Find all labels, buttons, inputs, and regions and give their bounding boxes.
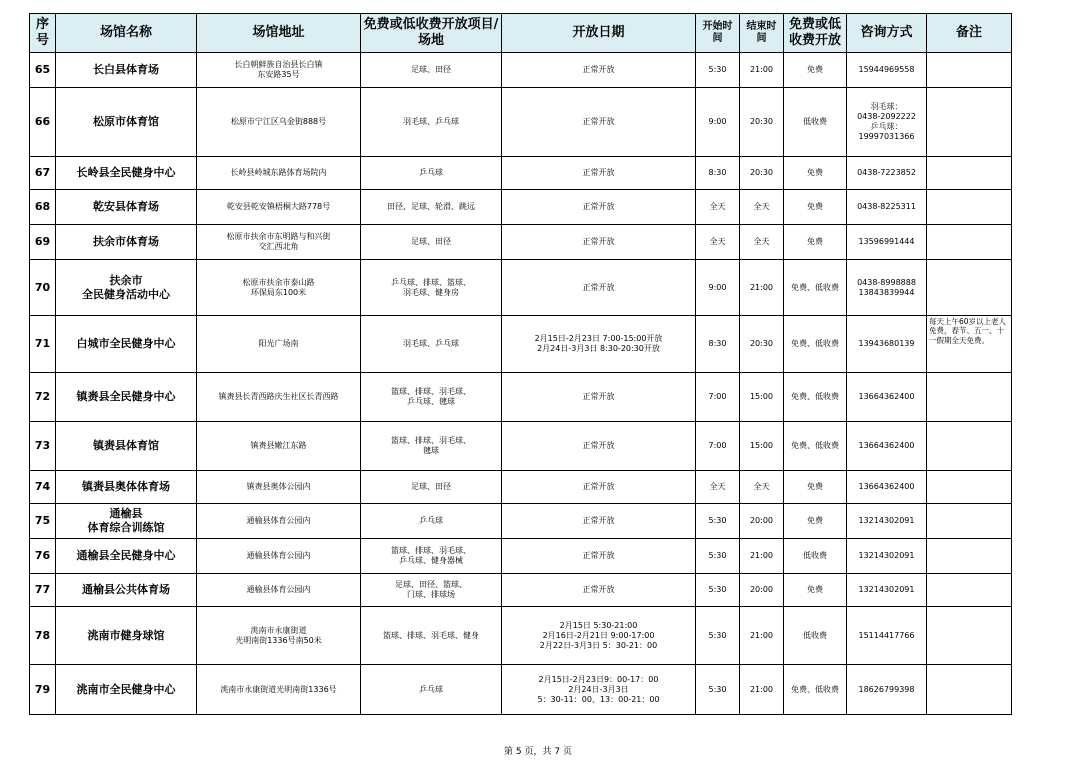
cell-items: 篮球、排球、羽毛球、 毽球 <box>361 422 502 471</box>
cell-fee: 低收费 <box>784 607 847 665</box>
cell-address: 松原市扶余市泰山路 环保局东100米 <box>197 260 361 316</box>
table-row <box>30 665 1012 715</box>
cell-note <box>927 225 1012 260</box>
cell-dates: 正常开放 <box>502 574 696 607</box>
cell-fee: 免费 <box>784 190 847 225</box>
table-row <box>30 190 1012 225</box>
cell-name: 镇赉县体育馆 <box>56 422 197 471</box>
cell-note: 每天上午60岁以上老人免费，春节、五一、十一假期全天免费。 <box>927 316 1012 373</box>
table-row <box>30 260 1012 316</box>
cell-address: 洮南市永康街道光明南街1336号 <box>197 665 361 715</box>
col-header-items: 免费或低收费开放项目/场地 <box>361 14 502 53</box>
table-row <box>30 539 1012 574</box>
cell-end: 全天 <box>740 225 784 260</box>
table-row <box>30 316 1012 373</box>
cell-name: 洮南市全民健身中心 <box>56 665 197 715</box>
cell-fee: 免费 <box>784 504 847 539</box>
cell-address: 通榆县体育公园内 <box>197 504 361 539</box>
page-footer: 第 5 页，共 7 页 <box>504 747 572 757</box>
cell-dates: 正常开放 <box>502 504 696 539</box>
cell-address: 松原市宁江区乌金街888号 <box>197 88 361 157</box>
cell-fee: 低收费 <box>784 539 847 574</box>
cell-name: 洮南市健身球馆 <box>56 607 197 665</box>
cell-name: 通榆县全民健身中心 <box>56 539 197 574</box>
cell-contact: 13664362400 <box>847 373 927 422</box>
cell-start: 7:00 <box>696 422 740 471</box>
cell-start: 全天 <box>696 471 740 504</box>
cell-items: 篮球、排球、羽毛球、健身 <box>361 607 502 665</box>
cell-items: 乒乓球 <box>361 504 502 539</box>
col-header-start: 开始时间 <box>696 14 740 53</box>
cell-note <box>927 157 1012 190</box>
table-row <box>30 225 1012 260</box>
cell-start: 全天 <box>696 225 740 260</box>
cell-start: 8:30 <box>696 157 740 190</box>
cell-end: 21:00 <box>740 539 784 574</box>
cell-dates: 2月15日-2月23日9：00-17：00 2月24日-3月3日 5：30-11：00、13：00-21：00 <box>502 665 696 715</box>
cell-end: 20:00 <box>740 504 784 539</box>
cell-name: 镇赉县奥体体育场 <box>56 471 197 504</box>
cell-fee: 免费 <box>784 53 847 88</box>
cell-contact: 13664362400 <box>847 422 927 471</box>
cell-dates: 2月15日-2月23日 7:00-15:00开放 2月24日-3月3日 8:30-20:30开放 <box>502 316 696 373</box>
cell-dates: 正常开放 <box>502 225 696 260</box>
cell-num: 72 <box>30 373 56 422</box>
cell-num: 76 <box>30 539 56 574</box>
cell-items: 足球、田径 <box>361 471 502 504</box>
cell-dates: 正常开放 <box>502 260 696 316</box>
cell-dates: 正常开放 <box>502 190 696 225</box>
cell-dates: 正常开放 <box>502 157 696 190</box>
cell-dates: 正常开放 <box>502 471 696 504</box>
cell-name: 松原市体育馆 <box>56 88 197 157</box>
cell-items: 羽毛球、乒乓球 <box>361 88 502 157</box>
cell-start: 5:30 <box>696 53 740 88</box>
cell-start: 9:00 <box>696 88 740 157</box>
cell-fee: 免费、低收费 <box>784 316 847 373</box>
cell-note <box>927 260 1012 316</box>
cell-fee: 免费、低收费 <box>784 260 847 316</box>
cell-note <box>927 607 1012 665</box>
col-header-end: 结束时间 <box>740 14 784 53</box>
cell-name: 长岭县全民健身中心 <box>56 157 197 190</box>
cell-note <box>927 471 1012 504</box>
cell-end: 15:00 <box>740 422 784 471</box>
table-row <box>30 88 1012 157</box>
cell-dates: 2月15日 5:30-21:00 2月16日-2月21日 9:00-17:00 2月22日-3月3日 5：30-21：00 <box>502 607 696 665</box>
cell-address: 镇赉县长青西路庆生社区长青西路 <box>197 373 361 422</box>
cell-items: 足球、田径、篮球、 门球、排球场 <box>361 574 502 607</box>
cell-name: 长白县体育场 <box>56 53 197 88</box>
cell-num: 65 <box>30 53 56 88</box>
cell-fee: 免费、低收费 <box>784 665 847 715</box>
table-row <box>30 157 1012 190</box>
cell-items: 足球、田径 <box>361 53 502 88</box>
cell-note <box>927 504 1012 539</box>
cell-contact: 13664362400 <box>847 471 927 504</box>
col-header-address: 场馆地址 <box>197 14 361 53</box>
cell-num: 67 <box>30 157 56 190</box>
table-row <box>30 607 1012 665</box>
cell-note <box>927 422 1012 471</box>
cell-address: 镇赉县奥体公园内 <box>197 471 361 504</box>
cell-end: 20:30 <box>740 157 784 190</box>
cell-contact: 13214302091 <box>847 504 927 539</box>
cell-start: 全天 <box>696 190 740 225</box>
cell-start: 5:30 <box>696 504 740 539</box>
cell-items: 羽毛球、乒乓球 <box>361 316 502 373</box>
cell-items: 乒乓球 <box>361 665 502 715</box>
header-row <box>30 14 1012 53</box>
cell-items: 乒乓球 <box>361 157 502 190</box>
cell-contact: 0438-8225311 <box>847 190 927 225</box>
cell-fee: 免费、低收费 <box>784 422 847 471</box>
cell-start: 5:30 <box>696 574 740 607</box>
cell-note <box>927 539 1012 574</box>
cell-end: 15:00 <box>740 373 784 422</box>
cell-note <box>927 665 1012 715</box>
cell-address: 通榆县体育公园内 <box>197 574 361 607</box>
cell-name: 通榆县公共体育场 <box>56 574 197 607</box>
cell-items: 篮球、排球、羽毛球、 乒乓球、健身器械 <box>361 539 502 574</box>
cell-name: 扶余市体育场 <box>56 225 197 260</box>
cell-note <box>927 373 1012 422</box>
cell-num: 69 <box>30 225 56 260</box>
cell-note <box>927 190 1012 225</box>
cell-fee: 免费 <box>784 471 847 504</box>
cell-note <box>927 88 1012 157</box>
cell-end: 全天 <box>740 471 784 504</box>
cell-num: 68 <box>30 190 56 225</box>
cell-num: 75 <box>30 504 56 539</box>
cell-num: 74 <box>30 471 56 504</box>
cell-address: 松原市扶余市东明路与和兴街 交汇西北角 <box>197 225 361 260</box>
cell-start: 9:00 <box>696 260 740 316</box>
cell-contact: 13214302091 <box>847 574 927 607</box>
cell-dates: 正常开放 <box>502 539 696 574</box>
cell-dates: 正常开放 <box>502 373 696 422</box>
table-row <box>30 574 1012 607</box>
cell-address: 阳光广场南 <box>197 316 361 373</box>
cell-end: 20:30 <box>740 316 784 373</box>
cell-items: 乒乓球、排球、篮球、 羽毛球、健身房 <box>361 260 502 316</box>
cell-address: 通榆县体育公园内 <box>197 539 361 574</box>
cell-num: 77 <box>30 574 56 607</box>
cell-contact: 18626799398 <box>847 665 927 715</box>
cell-end: 20:00 <box>740 574 784 607</box>
cell-name: 白城市全民健身中心 <box>56 316 197 373</box>
cell-start: 8:30 <box>696 316 740 373</box>
cell-name: 镇赉县全民健身中心 <box>56 373 197 422</box>
cell-num: 71 <box>30 316 56 373</box>
cell-start: 5:30 <box>696 665 740 715</box>
cell-dates: 正常开放 <box>502 422 696 471</box>
cell-num: 79 <box>30 665 56 715</box>
cell-contact: 13943680139 <box>847 316 927 373</box>
cell-name: 扶余市 全民健身活动中心 <box>56 260 197 316</box>
cell-address: 洮南市永康街道 光明南街1336号南50米 <box>197 607 361 665</box>
table-row <box>30 504 1012 539</box>
col-header-name: 场馆名称 <box>56 14 197 53</box>
cell-dates: 正常开放 <box>502 53 696 88</box>
cell-address: 长岭县岭城东路体育场院内 <box>197 157 361 190</box>
cell-address: 乾安县乾安镇梧桐大路778号 <box>197 190 361 225</box>
cell-note <box>927 53 1012 88</box>
cell-start: 7:00 <box>696 373 740 422</box>
cell-contact: 0438-8998888 13843839944 <box>847 260 927 316</box>
cell-name: 通榆县 体育综合训练馆 <box>56 504 197 539</box>
cell-end: 21:00 <box>740 53 784 88</box>
cell-fee: 免费 <box>784 157 847 190</box>
venue-table <box>29 13 1012 715</box>
col-header-contact: 咨询方式 <box>847 14 927 53</box>
cell-contact: 13214302091 <box>847 539 927 574</box>
cell-contact: 15114417766 <box>847 607 927 665</box>
col-header-dates: 开放日期 <box>502 14 696 53</box>
table-row <box>30 373 1012 422</box>
cell-end: 20:30 <box>740 88 784 157</box>
cell-start: 5:30 <box>696 539 740 574</box>
cell-items: 田径、足球、轮滑、跳远 <box>361 190 502 225</box>
cell-fee: 免费 <box>784 574 847 607</box>
cell-end: 21:00 <box>740 665 784 715</box>
col-header-fee: 免费或低收费开放 <box>784 14 847 53</box>
cell-num: 73 <box>30 422 56 471</box>
cell-fee: 低收费 <box>784 88 847 157</box>
cell-end: 全天 <box>740 190 784 225</box>
cell-end: 21:00 <box>740 260 784 316</box>
cell-items: 篮球、排球、羽毛球、 乒乓球、毽球 <box>361 373 502 422</box>
cell-address: 长白朝鲜族自治县长白镇 东安路35号 <box>197 53 361 88</box>
cell-contact: 13596991444 <box>847 225 927 260</box>
col-header-note: 备注 <box>927 14 1012 53</box>
cell-start: 5:30 <box>696 607 740 665</box>
cell-contact: 15944969558 <box>847 53 927 88</box>
cell-num: 66 <box>30 88 56 157</box>
cell-dates: 正常开放 <box>502 88 696 157</box>
cell-name: 乾安县体育场 <box>56 190 197 225</box>
cell-num: 70 <box>30 260 56 316</box>
cell-contact: 0438-7223852 <box>847 157 927 190</box>
col-header-num: 序号 <box>30 14 56 53</box>
cell-items: 足球、田径 <box>361 225 502 260</box>
cell-fee: 免费、低收费 <box>784 373 847 422</box>
cell-note <box>927 574 1012 607</box>
table-row <box>30 471 1012 504</box>
cell-end: 21:00 <box>740 607 784 665</box>
table-row <box>30 422 1012 471</box>
cell-address: 镇赉县嫩江东路 <box>197 422 361 471</box>
cell-contact: 羽毛球： 0438-2092222 乒乓球： 19997031366 <box>847 88 927 157</box>
table-row <box>30 53 1012 88</box>
cell-fee: 免费 <box>784 225 847 260</box>
cell-num: 78 <box>30 607 56 665</box>
